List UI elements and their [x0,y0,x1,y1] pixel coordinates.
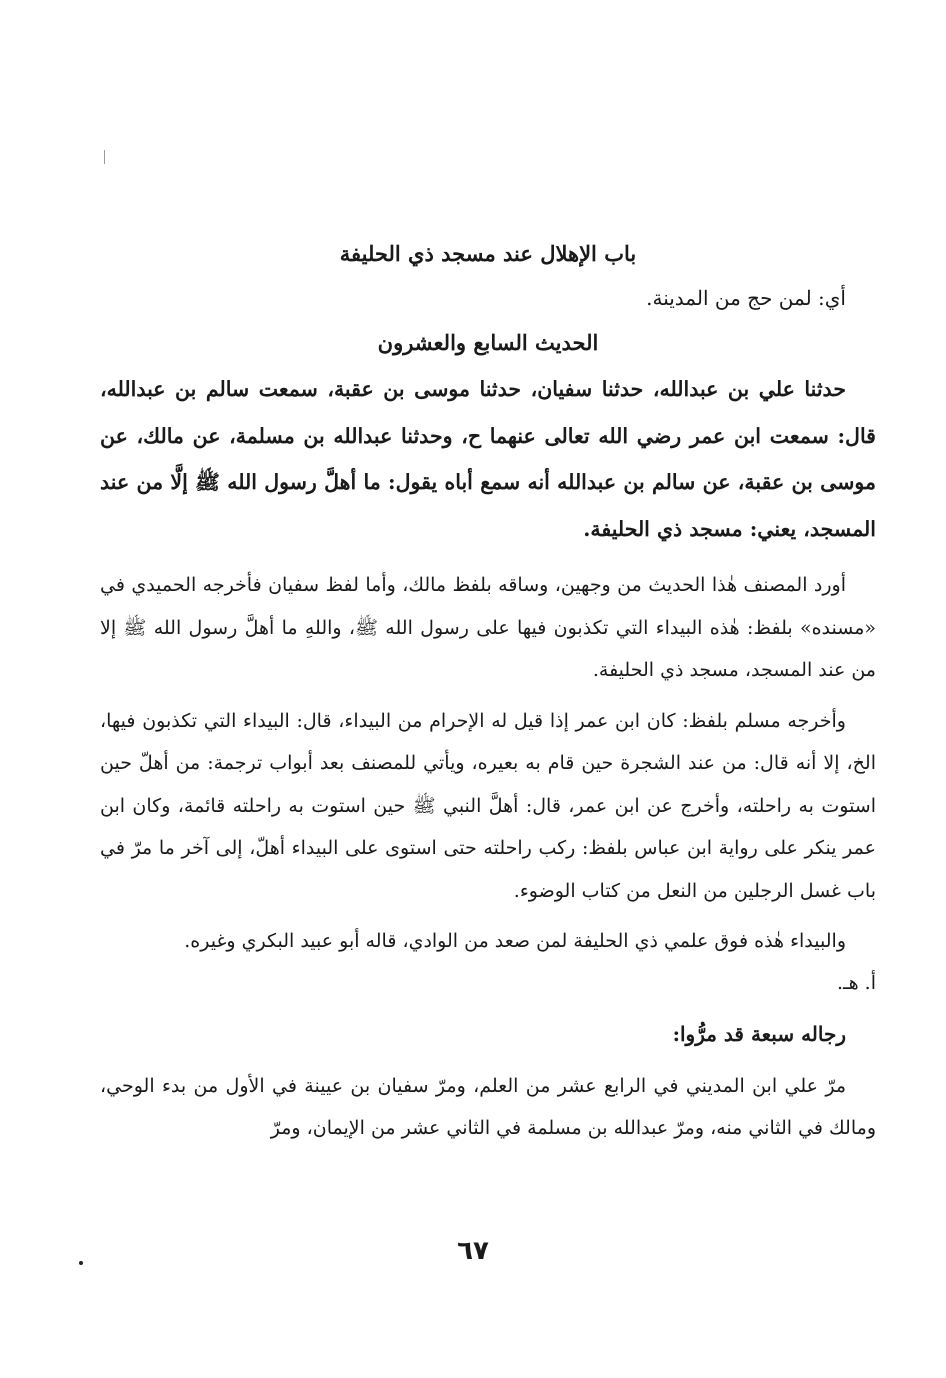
commentary-paragraph: أورد المصنف هٰذا الحديث من وجهين، وساقه بلفظ مالك، وأما لفظ سفيان فأخرجه الحميدي في «مسنده» بلفظ: هٰذه البيداء التي تكذبون فيها على رسول الله ﷺ، واللهِ ما أهلَّ رسول الله ﷺ إلا من عند المسجد، مسجد ذي الحليفة. [100,574,876,681]
spacer [100,1057,876,1065]
margin-tick [104,150,105,164]
commentary-paragraph: والبيداء هٰذه فوق علمي ذي الحليفة لمن صعد من الوادي، قاله أبو عبيد البكري وغيره. [184,930,846,952]
hadith-text: حدثنا علي بن عبدالله، حدثنا سفيان، حدثنا موسى بن عقبة، سمعت سالم بن عبدالله، قال: سمعت ابن عمر رضي الله تعالى عنهما ح، وحدثنا عبدالله بن مسلمة، عن مالك، عن موسى بن عقبة، عن سالم بن عبدالله أنه سمع أباه يقول: ما أهلَّ رسول الله ﷺ إلَّا من عند المسجد، يعني: مسجد ذي الحليفة. [100,377,876,541]
page-number: ٦٧ [457,1236,489,1266]
hadith-title: الحديث السابع والعشرون [377,330,599,355]
spacer [100,912,876,920]
narrators-heading: رجاله سبعة قد مرُّوا: [672,1021,846,1046]
narrators-text: مرّ علي ابن المديني في الرابع عشر من العلم، ومرّ سفيان بن عيينة في الأول من بدء الوحي، ومالك في الثاني منه، ومرّ عبدالله بن مسلمة في الثاني عشر من الإيمان، ومرّ [100,1074,876,1139]
chapter-title: باب الإهلال عند مسجد ذي الحليفة [339,241,637,266]
spacer [100,692,876,700]
chapter-note: أي: لمن حج من المدينة. [646,286,846,310]
page-body [100,232,876,1150]
end-mark: أ. هـ. [837,971,876,994]
commentary-paragraph: وأخرجه مسلم بلفظ: كان ابن عمر إذا قيل له الإحرام من البيداء، قال: البيداء التي تكذبون فيها، الخ، إلا أنه قال: من عند الشجرة حين قام به بعيره، ويأتي للمصنف بعد أبواب ترجمة: من أهلّ حين استوت به راحلته، وأخرج عن ابن عمر، قال: أهلَّ النبي ﷺ حين استوت به راحلته قائمة، وكان ابن عمر ينكر على رواية ابن عباس بلفظ: ركب راحلته حتى استوى على البيداء أهلّ، إلى آخر ما مرّ في باب غسل الرجلين من النعل من كتاب الوضوء. [100,709,876,902]
spacer [100,552,876,564]
spacer [100,1003,876,1011]
margin-dot [79,1261,83,1265]
